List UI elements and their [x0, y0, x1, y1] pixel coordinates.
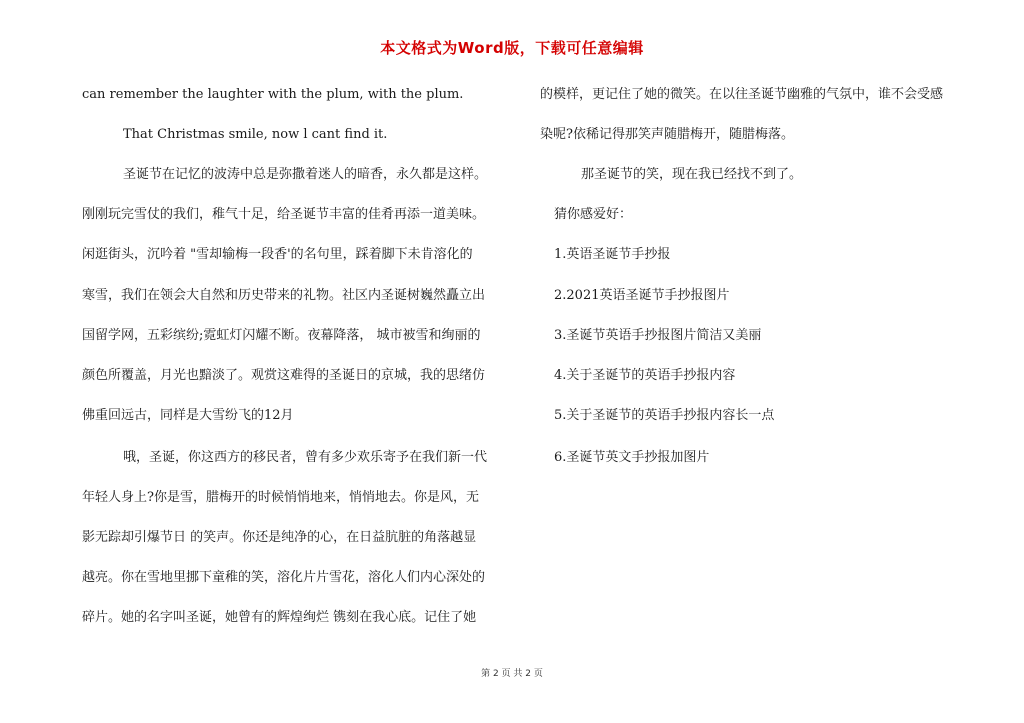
text-line: 影无踪却引爆节日 的笑声。你还是纯净的心，在日益肮脏的角落越显 [82, 530, 477, 545]
page-number: 第 2 页 共 2 页 [481, 669, 543, 679]
recommendation-link[interactable]: 5.关于圣诞节的英语手抄报内容长一点 [554, 408, 775, 423]
text-line: 染呢?依稀记得那笑声随腊梅开，随腊梅落。 [540, 127, 794, 142]
text-line: That Christmas smile, now l cant find it. [123, 127, 388, 142]
text-line: 颜色所覆盖，月光也黯淡了。观赏这难得的圣诞日的京城，我的思绪仿 [82, 368, 486, 383]
recommendation-link[interactable]: 3.圣诞节英语手抄报图片简洁又美丽 [554, 328, 762, 343]
document-banner: 本文格式为Word版，下载可任意编辑 [380, 39, 644, 57]
text-line: 圣诞节在记忆的波涛中总是弥撒着迷人的暗香，永久都是这样。 [123, 167, 488, 182]
text-line: 寒雪，我们在领会大自然和历史带来的礼物。社区内圣诞树巍然矗立出 [82, 288, 486, 303]
recommendations-heading: 猜你感爱好： [554, 207, 633, 222]
recommendation-link[interactable]: 2.2021英语圣诞节手抄报图片 [554, 288, 730, 303]
recommendation-link[interactable]: 1.英语圣诞节手抄报 [554, 247, 671, 262]
text-line: 碎片。她的名字叫圣诞，她曾有的辉煌绚烂 镌刻在我心底。记住了她 [82, 610, 477, 625]
text-line: 越亮。你在雪地里挪下童稚的笑，溶化片片雪花，溶化人们内心深处的 [82, 570, 486, 585]
text-line: 闲逛街头，沉吟着 "雪却输梅一段香'的名句里，踩着脚下未肯溶化的 [82, 247, 473, 262]
text-line: 佛重回远古，同样是大雪纷飞的12月 [82, 408, 294, 423]
recommendation-link[interactable]: 4.关于圣诞节的英语手抄报内容 [554, 368, 736, 383]
text-line: 哦，圣诞，你这西方的移民者，曾有多少欢乐寄予在我们新一代 [123, 450, 488, 465]
text-line: can remember the laughter with the plum, with the plum. [82, 87, 464, 102]
text-line: 的模样，更记住了她的微笑。在以往圣诞节幽雅的气氛中，谁不会受感 [540, 87, 944, 102]
text-line: 那圣诞节的笑，现在我已经找不到了。 [581, 167, 803, 182]
recommendation-link[interactable]: 6.圣诞节英文手抄报加图片 [554, 450, 710, 465]
text-line: 国留学网，五彩缤纷;霓虹灯闪耀不断。夜幕降落， 城市被雪和绚丽的 [82, 328, 481, 343]
text-line: 年轻人身上?你是雪，腊梅开的时候悄悄地来，悄悄地去。你是风，无 [82, 490, 479, 505]
text-line: 刚刚玩完雪仗的我们，稚气十足，给圣诞节丰富的佳肴再添一道美味。 [82, 207, 486, 222]
